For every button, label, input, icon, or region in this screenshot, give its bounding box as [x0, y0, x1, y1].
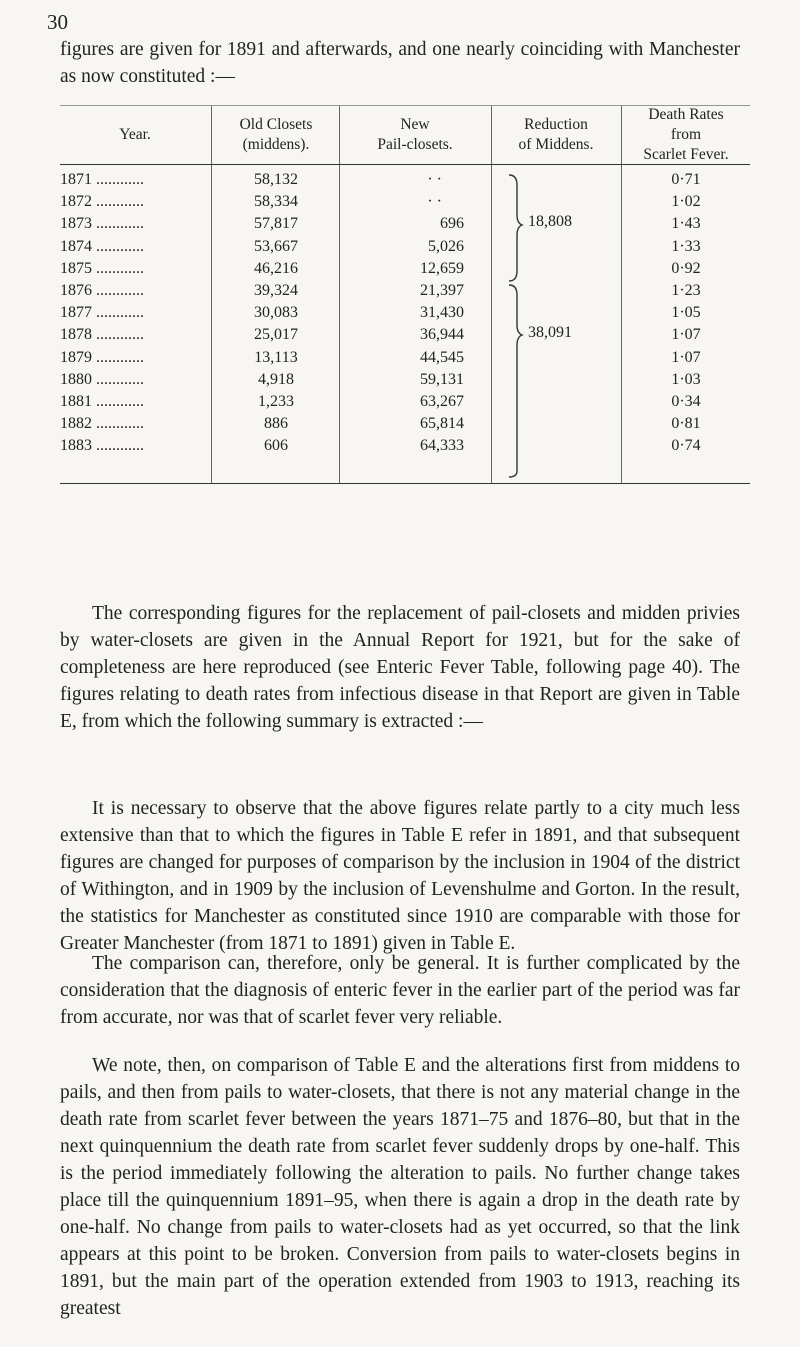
header-new-pail-closets: New Pail-closets.: [377, 116, 453, 153]
brace-lower: [509, 285, 522, 477]
new-pail-cell: 63,267: [420, 392, 464, 410]
year-cell: 1878 ............: [60, 326, 144, 344]
death-rate-cell: 1·43: [671, 215, 701, 233]
old-closets-cell: 58,334: [254, 193, 298, 211]
intro-text: figures are given for 1891 and afterwards, and one nearly coinciding with Manchester as now constituted :—: [60, 39, 740, 87]
old-closets-cell: 58,132: [254, 171, 298, 188]
death-rate-cell: 1·05: [671, 304, 701, 322]
reduction-value: 38,091: [528, 324, 572, 341]
death-rate-cell: 0·34: [671, 392, 701, 410]
old-closets-cell: 53,667: [254, 237, 298, 255]
year-cell: 1873 ............: [60, 215, 144, 233]
year-cell: 1876 ............: [60, 281, 144, 299]
old-closets-cell: 39,324: [254, 281, 298, 299]
death-rate-cell: 1·02: [671, 193, 701, 211]
header-death-rates: Death Rates from Scarlet Fever.: [643, 106, 729, 163]
column-divider: [491, 165, 492, 483]
new-pail-cell: · ·: [427, 193, 442, 211]
page-number: 30: [47, 10, 68, 34]
column-divider: [211, 106, 212, 164]
old-closets-column: [212, 169, 340, 457]
death-rate-cell: 0·81: [671, 415, 701, 433]
table-header: [60, 106, 750, 164]
sanitation-table: [60, 105, 750, 484]
new-pail-closets-column: [340, 169, 482, 457]
old-closets-cell: 25,017: [254, 326, 298, 344]
year-cell: 1881 ............: [60, 392, 144, 410]
new-pail-cell: 696: [440, 215, 464, 233]
old-closets-cell: 1,233: [258, 392, 294, 410]
death-rate-cell: 1·23: [671, 281, 701, 299]
paragraph-replacement: The corresponding figures for the replacement of pail-closets and midden privies by water-closets are given in the Annual Report for 1921, but for the sake of completeness are here reproduced (see Enteric Fever Table, following page 40). The figures relating to death rates from infectious disease in that Report are given in Table E, from which the following summary is extracted :—: [60, 603, 740, 732]
new-pail-cell: · ·: [427, 171, 442, 188]
header-old-closets: Old Closets (middens).: [239, 116, 313, 153]
death-rate-cell: 0·74: [671, 437, 701, 455]
paragraph-observation: It is necessary to observe that the above figures relate partly to a city much less extensive than that to which the figures in Table E refer in 1891, and that subsequent figures are changed for purposes of comparison by the inclusion in 1904 of the district of Withington, and in 1909 by the inclusion of Levenshulme and Gorton. In the result, the statistics for Manchester as constituted since 1910 are comparable with those for Greater Manchester (from 1871 to 1891) given in Table E.: [60, 798, 740, 954]
old-closets-cell: 30,083: [254, 304, 298, 322]
death-rate-cell: 0·71: [671, 171, 701, 188]
old-closets-cell: 13,113: [254, 348, 298, 366]
year-cell: 1875 ............: [60, 259, 144, 277]
old-closets-cell: 57,817: [254, 215, 298, 233]
reduction-braces: [505, 171, 525, 481]
death-rates-column: [622, 169, 750, 457]
new-pail-cell: 12,659: [420, 259, 464, 277]
year-cell: 1879 ............: [60, 348, 144, 366]
year-cell: 1883 ............: [60, 437, 144, 455]
new-pail-cell: 59,131: [420, 370, 464, 388]
new-pail-cell: 44,545: [420, 348, 464, 366]
reduction-value: 18,808: [528, 213, 572, 230]
year-cell: 1877 ............: [60, 304, 144, 322]
header-reduction: Reduction of Middens.: [518, 116, 594, 153]
death-rate-cell: 0·92: [671, 259, 701, 277]
column-divider: [621, 106, 622, 164]
year-cell: 1871 ............: [60, 171, 144, 188]
death-rate-cell: 1·07: [671, 326, 701, 344]
paragraph-analysis: We note, then, on comparison of Table E and the alterations first from middens to pails, and then from pails to water-closets, that there is not any material change in the death rate from scarlet fever between the years 1871–75 and 1876–80, but that in the next quinquennium the death rate from scarlet fever suddenly drops by one-half. This is the period immediately following the alteration to pails. No further change takes place till the quinquennium 1891–95, when there is again a drop in the death rate by one-half. No change from pails to water-closets had as yet occurred, so that the link appears at this point to be broken. Conversion from pails to water-closets begins in 1891, but the main part of the operation extended from 1903 to 1913, reaching its greatest: [60, 1055, 740, 1319]
old-closets-cell: 886: [264, 415, 288, 433]
year-cell: 1882 ............: [60, 415, 144, 433]
old-closets-cell: 606: [264, 437, 288, 455]
year-cell: 1874 ............: [60, 237, 144, 255]
table-body: [60, 165, 750, 483]
new-pail-cell: 5,026: [428, 237, 464, 255]
year-column: [60, 169, 210, 457]
death-rate-cell: 1·03: [671, 370, 701, 388]
column-divider: [491, 106, 492, 164]
new-pail-cell: 64,333: [420, 437, 464, 455]
death-rate-cell: 1·33: [671, 237, 701, 255]
new-pail-cell: 21,397: [420, 281, 464, 299]
year-cell: 1872 ............: [60, 193, 144, 211]
new-pail-cell: 65,814: [420, 415, 464, 433]
table-bottom-rule: [60, 483, 750, 484]
paragraph-comparison: The comparison can, therefore, only be general. It is further complicated by the consideration that the diagnosis of enteric fever in the earlier part of the period was far from accurate, nor was that of scarlet fever very reliable.: [60, 953, 740, 1028]
new-pail-cell: 31,430: [420, 304, 464, 322]
new-pail-cell: 36,944: [420, 326, 464, 344]
old-closets-cell: 46,216: [254, 259, 298, 277]
death-rate-cell: 1·07: [671, 348, 701, 366]
brace-upper: [509, 175, 522, 281]
year-cell: 1880 ............: [60, 370, 144, 388]
old-closets-cell: 4,918: [258, 370, 294, 388]
header-year: Year.: [119, 126, 151, 143]
column-divider: [339, 106, 340, 164]
